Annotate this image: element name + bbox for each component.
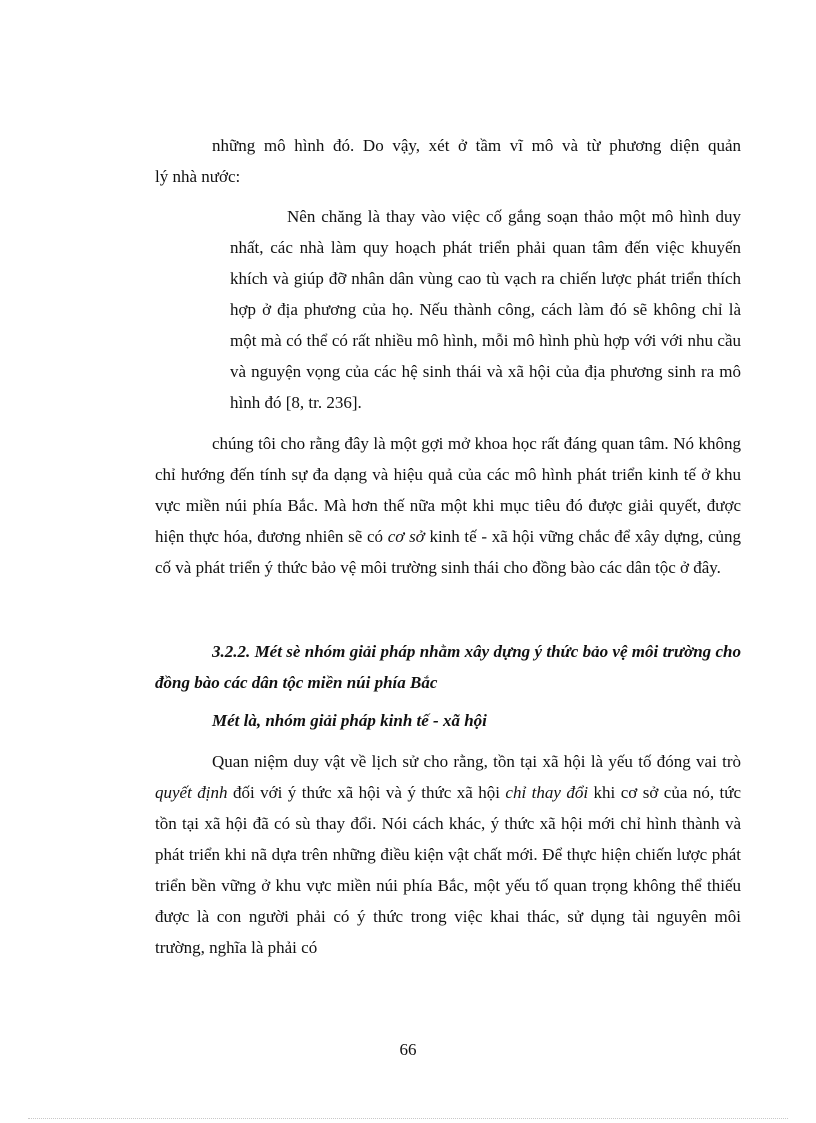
commentary-emphasis: cơ sở bbox=[387, 527, 425, 546]
main-emphasis-1: quyết định bbox=[155, 783, 228, 802]
subheading-text: Mét là, nhóm giải pháp kinh tế - xã hội bbox=[212, 711, 487, 730]
paragraph-intro bbox=[155, 130, 741, 192]
commentary-text bbox=[155, 428, 741, 583]
intro-line-2: lý nhà nước: bbox=[155, 167, 241, 186]
commentary-part-1: chúng tôi cho rằng đây là một gợi mở khoa học rất đáng quan tâm. Nó không chỉ hướng đến tính sự đa dạng và hiệu quả của các mô hình phát triển kinh tế ở khu vực miền núi phía Bắc. Mà hơn thế nữa một khi mục tiêu đó được giải quyết, được hiện thực hóa, đương nhiên sẽ có bbox=[155, 434, 741, 546]
intro-line-1: những mô hình đó. Do vậy, xét ở tầm vĩ mô và từ phương diện quản bbox=[212, 136, 741, 155]
subheading bbox=[155, 705, 741, 736]
section-heading bbox=[155, 636, 741, 698]
page-number: 66 bbox=[399, 1040, 417, 1059]
main-part-c: khi cơ sở của nó, tức tồn tại xã hội đã có sù thay đổi. Nói cách khác, ý thức xã hội mới chỉ hình thành và phát triển khi nã dựa trên những điều kiện vật chất mới. Để thực hiện chiến lược phát triển bền vững ở khu vực miền núi phía Bắc, một yếu tố quan trọng không thể thiếu được là con người phải có ý thức trong việc khai thác, sử dụng tài nguyên môi trường, nghĩa là phải có bbox=[155, 783, 741, 957]
commentary-part-2: kinh tế - xã hội vững chắc để xây dựng, củng cố và phát triển ý thức bảo vệ môi trường sinh thái cho đồng bào các dân tộc ở đây. bbox=[155, 527, 741, 577]
main-text bbox=[155, 746, 741, 963]
quote-text: Nên chăng là thay vào việc cố gắng soạn thảo một mô hình duy nhất, các nhà làm quy hoạch phát triển phải quan tâm đến việc khuyến khích và giúp đỡ nhân dân vùng cao tù vạch ra chiến lược phát triển thích hợp ở địa phương của họ. Nếu thành công, cách làm đó sẽ không chỉ là một mà có thể có rất nhiều mô hình, mỗi mô hình phù hợp với với nhu cầu và nguyện vọng của các hệ sinh thái và xã hội của địa phương sinh ra mô hình đó [8, tr. 236]. bbox=[230, 207, 741, 412]
block-quote bbox=[230, 201, 741, 418]
paragraph-main bbox=[155, 746, 741, 963]
page-border-divider bbox=[28, 1118, 788, 1119]
paragraph-commentary bbox=[155, 428, 741, 583]
main-emphasis-2: chỉ thay đổi bbox=[505, 783, 589, 802]
main-part-b: đối với ý thức xã hội và ý thức xã hội bbox=[227, 783, 506, 802]
main-part-a: Quan niệm duy vật về lịch sử cho rằng, tồn tại xã hội là yếu tố đóng vai trò bbox=[212, 752, 741, 771]
section-heading-text: 3.2.2. Mét sè nhóm giải pháp nhằm xây dựng ý thức bảo vệ môi trường cho đồng bào các dân tộc miền núi phía Bắc bbox=[155, 642, 741, 692]
